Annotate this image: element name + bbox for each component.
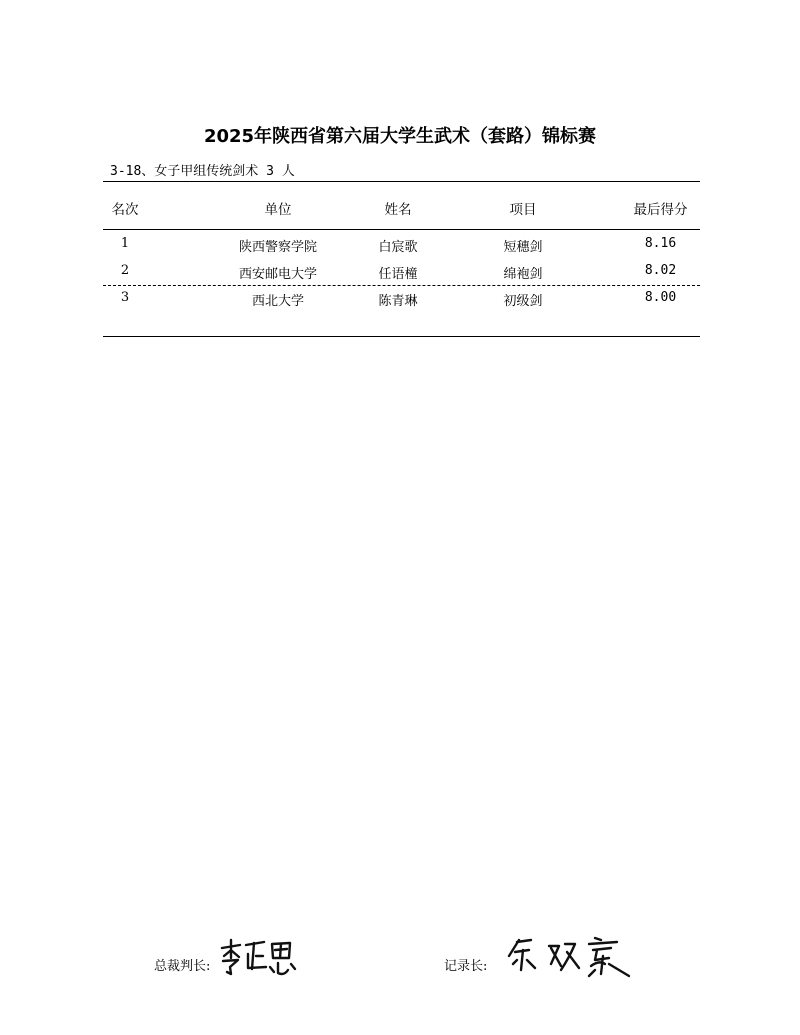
cell-item: 绵袍剑: [503, 267, 543, 282]
header-name: 姓名: [384, 202, 412, 218]
header-rank: 名次: [111, 202, 139, 218]
chief-judge-signature: [218, 936, 298, 978]
recorder-label: 记录长:: [444, 959, 488, 974]
table-row: [103, 236, 700, 256]
cell-item: 初级剑: [503, 294, 543, 309]
event-subtitle: 3-18、女子甲组传统剑术 3 人: [110, 164, 295, 179]
chief-judge-label: 总裁判长:: [154, 959, 211, 974]
table-dashed-rule: [103, 285, 700, 286]
cell-score: 8.02: [644, 263, 677, 278]
header-unit: 单位: [264, 202, 292, 218]
table-row: [103, 290, 700, 310]
cell-name: 陈青琳: [378, 294, 418, 309]
table-header-row: [103, 198, 700, 218]
cell-score: 8.00: [644, 290, 677, 305]
header-score: 最后得分: [633, 202, 688, 218]
cell-unit: 西安邮电大学: [238, 267, 317, 282]
cell-rank: 1: [120, 236, 130, 251]
cell-item: 短穗剑: [503, 240, 543, 255]
cell-name: 白宸歌: [378, 240, 418, 255]
recorder-signature: [505, 934, 633, 980]
cell-score: 8.16: [644, 236, 677, 251]
cell-name: 任语橦: [378, 267, 418, 282]
cell-rank: 3: [120, 290, 130, 305]
page-title: 2025年陕西省第六届大学生武术（套路）锦标赛: [203, 126, 597, 147]
cell-unit: 西北大学: [251, 294, 304, 309]
table-header-rule: [103, 229, 700, 230]
table-top-rule: [103, 181, 700, 182]
table-bottom-rule: [103, 336, 700, 337]
table-row: [103, 263, 700, 283]
cell-unit: 陕西警察学院: [238, 240, 317, 255]
cell-rank: 2: [120, 263, 130, 278]
header-item: 项目: [509, 202, 537, 218]
